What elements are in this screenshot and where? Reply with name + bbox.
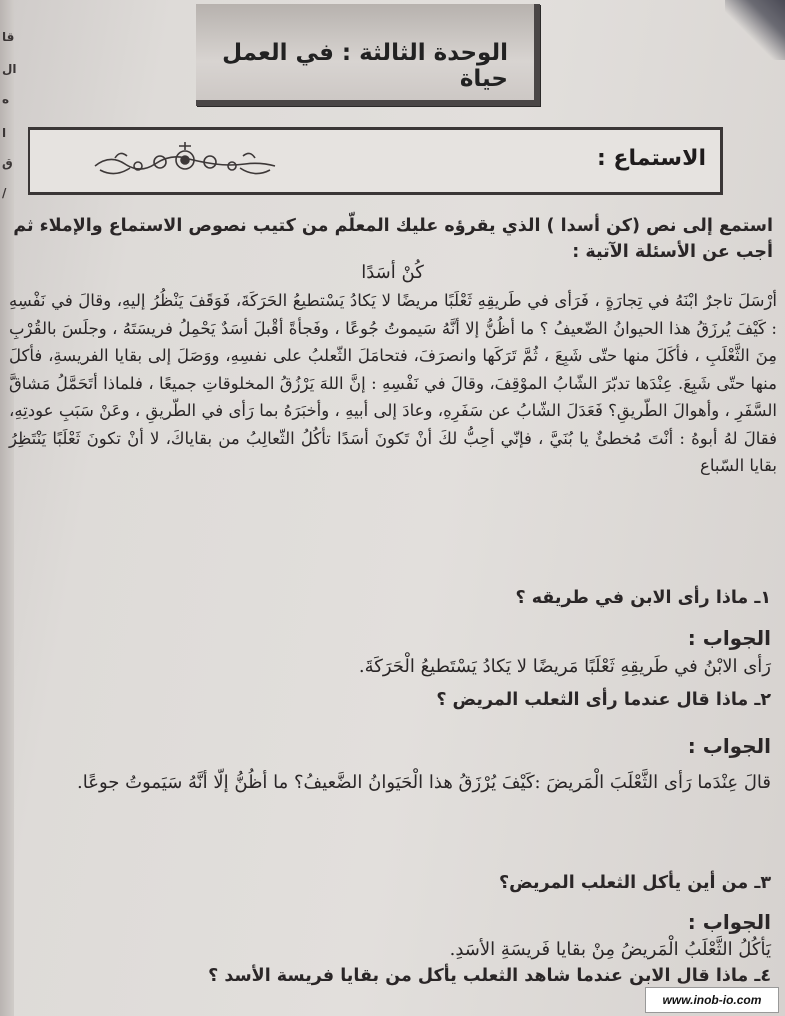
- margin-fragment: ه: [2, 92, 10, 106]
- section-label: الاستماع :: [596, 146, 706, 171]
- margin-fragment: /: [2, 186, 7, 200]
- answer-3: يَأكُلُ الثَّعْلَبُ الْمَريضُ مِنْ بقايا فَريسَةِ الأسَدِ.: [449, 939, 771, 960]
- story-text: أرْسَلَ تاجرٌ ابْنَهُ في تِجارَةٍ ، فَرَأى في طَريقِهِ ثَعْلَبًا مريضًا لا يَكادُ يَسْتطيعُ الحَرَكَةَ، فَوَقَفَ يَنْظُرُ إليهِ، وقالَ في نَفْسِهِ : كَيْفَ يُرزَقُ هذا الحيوانُ الضّعيفُ ؟ ما أظُنُّ إلا أنَّهُ سَيموتُ جُوعًا ، وفَجأةً أقْبلَ أسَدٌ يَحْمِلُ فريسَتَهُ ، وجلَسَ بالقُرْبِ مِنَ الثَّعْلَبِ ، فأكَلَ منها حتّى شَبِعَ ، ثُمَّ تَرَكَها وانصرَفَ، فتحامَلَ الثّعلبُ على نفسِهِ، ووَصَلَ إلى بقايا الفريسةِ، فأكلَ منها حتّى شَبِعَ. عِنْدَها تدبّرَ الشّابُ الموْقِفَ، وقالَ في نَفْسِهِ : إنَّ اللهَ يَرْزُقُ المخلوقاتِ جميعًا ، فلماذا أتَحَمَّلُ مَشاقَّ السَّفَرِ ، وأهوالَ الطّريقِ؟ فَعَدَلَ الشّابُ عن سَفَرِهِ، وعادَ إلى أبيهِ ، وأخبَرَهُ بما رَأى في الطّريقِ ، وعَنْ سَبَبِ عودتِهِ، فقالَ لهُ أبوهُ : أنْتَ مُخطئٌ يا بُنَيَّ ، فإنّي أحِبُّ لكَ أنْ تَكونَ أسَدًا تأكُلُ الثّعالِبُ من بقاياكَ، لا أنْ تكونَ ثَعْلَبًا يَنْتَظِرُ بقايا السّباع: [9, 291, 777, 475]
- instructions: استمع إلى نص (كن أسدا ) الذي يقرؤه عليك المعلّم من كتيب نصوص الاستماع والإملاء ثم أجب عن الأسئلة الآتية :: [13, 216, 773, 262]
- answer-2: قالَ عِنْدَما رَأى الثَّعْلَبَ الْمَريضَ :كَيْفَ يُرْزَقُ هذا الْحَيَوانُ الضَّعيفُ؟ ما أظُنُّ إلّا أنَّهُ سَيَموتُ جوعًا.: [77, 772, 771, 793]
- answer-2-label: الجواب :: [687, 734, 771, 758]
- question-4: ٤ـ ماذا قال الابن عندما شاهد الثعلب يأكل من بقايا فريسة الأسد ؟: [208, 966, 771, 986]
- question-1: ١ـ ماذا رأى الابن في طريقه ؟: [515, 588, 771, 608]
- margin-fragment: ا: [2, 126, 7, 140]
- question-2: ٢ـ ماذا قال عندما رأى الثعلب المريض ؟: [436, 690, 771, 710]
- site-watermark: www.inob-io.com: [645, 987, 779, 1013]
- margin-fragment: ال: [2, 62, 17, 76]
- unit-title-box: [196, 4, 540, 106]
- answer-3-label: الجواب :: [687, 910, 771, 934]
- margin-fragment: ق: [2, 156, 13, 170]
- ornament-icon: [90, 136, 280, 184]
- answer-1-label: الجواب :: [687, 626, 771, 650]
- adjacent-page-edge: [0, 0, 17, 1016]
- section-header-frame: [28, 127, 723, 195]
- story-title: كُنْ أسَدًا: [361, 262, 424, 283]
- book-cover-corner: [725, 0, 785, 60]
- answer-1: رَأى الابْنُ في طَريقِهِ ثَعْلَبًا مَريضًا لا يَكادُ يَسْتَطيعُ الْحَرَكَةَ.: [358, 656, 771, 677]
- question-3: ٣ـ من أين يأكل الثعلب المريض؟: [498, 873, 771, 893]
- unit-title: الوحدة الثالثة : في العمل حياة: [222, 40, 508, 92]
- margin-fragment: قا: [2, 30, 15, 44]
